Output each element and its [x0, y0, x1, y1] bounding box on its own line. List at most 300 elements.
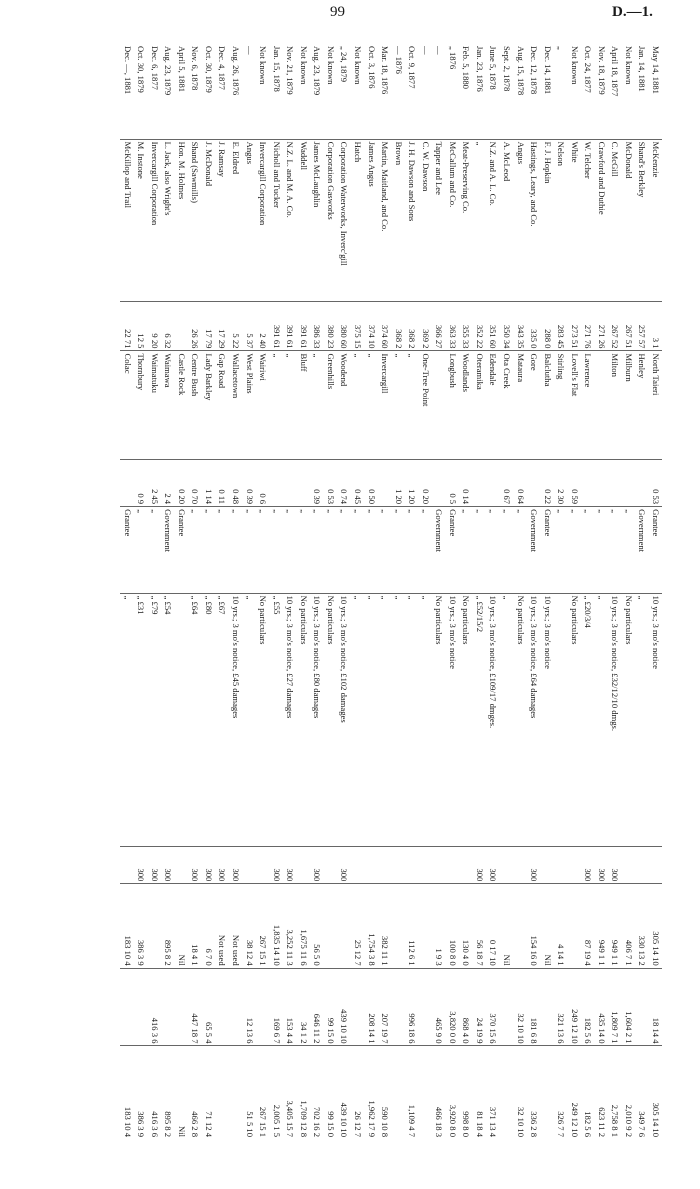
table-row [323, 44, 337, 1139]
station-cell: Milburn [621, 351, 635, 459]
amount-a-cell: 38 12 4 [242, 884, 256, 968]
mileage-cell: 271 76 [581, 301, 595, 351]
station-cell: North Taieri [648, 351, 662, 459]
rental-cell: 300 [472, 846, 486, 884]
table-row [147, 44, 161, 1139]
siding-owner-cell: C. W. Dawson [418, 139, 432, 301]
amount-b-cell: 99 15 0 [323, 968, 337, 1046]
length-cell: 0 45 [350, 459, 364, 507]
mileage-cell: 17 29 [215, 301, 229, 351]
amount-a-cell: 1,835 14 10 [269, 884, 283, 968]
amount-b-cell: 12 13 6 [242, 968, 256, 1046]
date-cell: „ [556, 46, 567, 50]
station-cell: Ota Creek [499, 351, 513, 459]
mileage-cell: 368 2 [391, 301, 405, 351]
agreement-terms-cell: „ [378, 593, 392, 846]
siding-type-cell: Grantee [445, 507, 459, 593]
table-row [201, 44, 215, 1139]
date-cell: Oct. 3, 1876 [366, 46, 377, 89]
amount-total-cell: 99 15 0 [323, 1046, 337, 1139]
amount-a-cell: 406 7 1 [621, 884, 635, 968]
length-cell: 2 45 [147, 459, 161, 507]
length-cell: 0 9 [134, 459, 148, 507]
mileage-cell: 267 52 [608, 301, 622, 351]
date-cell: Not known [623, 46, 634, 85]
amount-a-cell: 6 7 0 [201, 884, 215, 968]
length-cell [594, 459, 608, 507]
date-cell: „ 24, 1879 [339, 46, 350, 83]
siding-owner-cell: Tapper and Lee [432, 139, 446, 301]
amount-total-cell: 182 5 6 [581, 1046, 595, 1139]
siding-owner-cell: White [567, 139, 581, 301]
amount-b-cell: 65 5 4 [201, 968, 215, 1046]
siding-owner-cell: Corporation Gasworks [323, 139, 337, 301]
siding-owner-cell: J. Ramsay [215, 139, 229, 301]
amount-a-cell: 3,252 11 3 [283, 884, 297, 968]
table-row [364, 44, 378, 1139]
siding-type-cell: „ [147, 507, 161, 593]
amount-total-cell: 51 5 10 [242, 1046, 256, 1139]
siding-type-cell: Grantee [540, 507, 554, 593]
agreement-terms-cell: No particulars [432, 593, 446, 846]
siding-owner-cell: J. H. Dawson and Sons [405, 139, 419, 301]
table-row [405, 44, 419, 1139]
date-cell: Oct. 9, 1877 [407, 46, 418, 89]
agreement-terms-cell: „ [350, 593, 364, 846]
mileage-cell: 350 34 [499, 301, 513, 351]
table-row [296, 44, 310, 1139]
rental-cell: 300 [134, 846, 148, 884]
amount-b-cell: 416 3 6 [147, 968, 161, 1046]
rental-cell: 300 [337, 846, 351, 884]
table-row [215, 44, 229, 1139]
siding-type-cell: „ [378, 507, 392, 593]
amount-a-cell [418, 884, 432, 968]
date-cell: Dec. 4, 1877 [217, 46, 228, 90]
rental-cell: 300 [188, 846, 202, 884]
amount-a-cell: 183 10 4 [120, 884, 134, 968]
agreement-terms-cell: 10 yrs.; 3 mo's notice, £102 damages [337, 593, 351, 846]
agreement-terms-cell [174, 593, 188, 846]
length-cell [472, 459, 486, 507]
amount-b-cell: 208 14 1 [364, 968, 378, 1046]
amount-b-cell: 465 9 0 [432, 968, 446, 1046]
length-cell [269, 459, 283, 507]
station-cell: Greenhills [323, 351, 337, 459]
length-cell [486, 459, 500, 507]
amount-b-cell [134, 968, 148, 1046]
amount-a-cell: 56 18 7 [472, 884, 486, 968]
amount-a-cell: 1,754 3 8 [364, 884, 378, 968]
amount-b-cell: 249 12 10 [567, 968, 581, 1046]
amount-a-cell [513, 884, 527, 968]
station-cell: Wallacetown [229, 351, 243, 459]
amount-a-cell: Not used [229, 884, 243, 968]
station-cell: Edendale [486, 351, 500, 459]
station-cell: Woodend [337, 351, 351, 459]
amount-total-cell: 895 8 2 [161, 1046, 175, 1139]
table-row [486, 44, 500, 1139]
date-cell: Sept. 2, 1878 [501, 46, 512, 92]
siding-owner-cell: F. J. Hopkin [540, 139, 554, 301]
date-cell: Not known [352, 46, 363, 85]
length-cell: 0 50 [364, 459, 378, 507]
rental-cell: 300 [310, 846, 324, 884]
amount-a-cell: 382 11 1 [378, 884, 392, 968]
amount-total-cell: 26 12 7 [350, 1046, 364, 1139]
table-row [174, 44, 188, 1139]
siding-owner-cell: James Angus [364, 139, 378, 301]
amount-total-cell [229, 1046, 243, 1139]
station-cell: „ [269, 351, 283, 459]
siding-type-cell: „ [188, 507, 202, 593]
rental-cell [635, 846, 649, 884]
station-cell: Longbush [445, 351, 459, 459]
table-row [513, 44, 527, 1139]
length-cell [432, 459, 446, 507]
amount-total-cell: 371 13 4 [486, 1046, 500, 1139]
amount-total-cell: 590 10 8 [378, 1046, 392, 1139]
amount-a-cell: 18 4 1 [188, 884, 202, 968]
agreement-terms-cell: „ [364, 593, 378, 846]
station-cell [432, 351, 446, 459]
agreement-terms-cell: „ £64 [188, 593, 202, 846]
siding-owner-cell: Shand's Berkley [635, 139, 649, 301]
agreement-terms-cell: 10 yrs.; 3 mo's notice, £64 damages [527, 593, 541, 846]
rental-cell: 300 [269, 846, 283, 884]
date-cell: — 1876 [393, 46, 404, 74]
siding-owner-cell: Hastings, Leary, and Co. [527, 139, 541, 301]
siding-type-cell: „ [391, 507, 405, 593]
date-cell: Dec. 6, 1877 [149, 46, 160, 90]
table-row [378, 44, 392, 1139]
siding-type-cell: „ [472, 507, 486, 593]
date-cell: Not known [569, 46, 580, 85]
table-row [648, 44, 662, 1139]
date-cell: Oct. 30, 1879 [203, 46, 214, 93]
rental-cell [513, 846, 527, 884]
date-cell: Oct. 24, 1877 [583, 46, 594, 93]
mileage-cell: 386 33 [310, 301, 324, 351]
rental-cell [174, 846, 188, 884]
siding-type-cell: „ [567, 507, 581, 593]
agreement-terms-cell: „ [499, 593, 513, 846]
amount-b-cell: 34 1 2 [296, 968, 310, 1046]
mileage-cell: 335 0 [527, 301, 541, 351]
table-row [432, 44, 446, 1139]
amount-a-cell: 0 17 10 [486, 884, 500, 968]
length-cell: 0 11 [215, 459, 229, 507]
amount-b-cell: 169 6 7 [269, 968, 283, 1046]
date-cell: April 18, 1877 [610, 46, 621, 97]
table-row [242, 44, 256, 1139]
amount-total-cell: 1,709 12 8 [296, 1046, 310, 1139]
mileage-cell: 273 51 [567, 301, 581, 351]
amount-total-cell: 1,962 17 9 [364, 1046, 378, 1139]
date-cell: Mar. 18, 1876 [380, 46, 391, 95]
amount-b-cell: 32 10 10 [513, 968, 527, 1046]
date-cell: Aug. 23, 1879 [312, 46, 323, 96]
table-row [337, 44, 351, 1139]
rental-cell: 300 [486, 846, 500, 884]
length-cell: 0 39 [310, 459, 324, 507]
agreement-terms-cell [554, 593, 568, 846]
amount-total-cell: 305 14 10 [648, 1046, 662, 1139]
amount-b-cell: 207 19 7 [378, 968, 392, 1046]
mileage-cell: 288 0 [540, 301, 554, 351]
amount-a-cell: Nil [499, 884, 513, 968]
date-cell: June 5, 1878 [488, 46, 499, 90]
date-cell: Not known [325, 46, 336, 85]
mileage-cell: 351 60 [486, 301, 500, 351]
length-cell: 0 20 [418, 459, 432, 507]
siding-owner-cell: J. McDonald [201, 139, 215, 301]
siding-owner-cell: M. Instone [134, 139, 148, 301]
siding-owner-cell: N.Z. and A. L. Co. [486, 139, 500, 301]
length-cell [635, 459, 649, 507]
length-cell [283, 459, 297, 507]
siding-owner-cell: Corporation Waterworks, Inverc'gill [337, 139, 351, 301]
station-cell: Milton [608, 351, 622, 459]
amount-b-cell: 182 5 6 [581, 968, 595, 1046]
station-cell: „ [350, 351, 364, 459]
station-cell: „ [283, 351, 297, 459]
siding-owner-cell: Meat-Preserving Co. [459, 139, 473, 301]
amount-b-cell: 18 14 4 [648, 968, 662, 1046]
mileage-cell: 363 33 [445, 301, 459, 351]
siding-owner-cell: C. McGill [608, 139, 622, 301]
date-cell: Feb. 5, 1880 [461, 46, 472, 89]
date-cell: May 14, 1881 [651, 46, 661, 94]
siding-type-cell: „ [242, 507, 256, 593]
table-row [554, 44, 568, 1139]
mileage-cell [174, 301, 188, 351]
station-cell: Wairiwi [256, 351, 270, 459]
table-row [161, 44, 175, 1139]
amount-total-cell [391, 1046, 405, 1139]
agreement-terms-cell: No particulars [567, 593, 581, 846]
rental-cell [391, 846, 405, 884]
sidings-table [77, 44, 662, 1139]
amount-b-cell: 1,809 7 1 [608, 968, 622, 1046]
amount-total-cell: 267 15 1 [256, 1046, 270, 1139]
amount-a-cell: 4 14 1 [554, 884, 568, 968]
station-cell: Bluff [296, 351, 310, 459]
siding-owner-cell: E. Eldred [229, 139, 243, 301]
station-cell: Waimawa [161, 351, 175, 459]
amount-a-cell: Nil [540, 884, 554, 968]
length-cell: 2 30 [554, 459, 568, 507]
rental-cell: 300 [229, 846, 243, 884]
agreement-terms-cell: 10 yrs.; 3 mo's notice, £80 damages [310, 593, 324, 846]
siding-type-cell: „ [215, 507, 229, 593]
rental-cell: 300 [608, 846, 622, 884]
station-cell: Castle Rock [174, 351, 188, 459]
amount-b-cell [418, 968, 432, 1046]
siding-type-cell: „ [459, 507, 473, 593]
siding-type-cell: „ [350, 507, 364, 593]
length-cell: 0 20 [174, 459, 188, 507]
mileage-cell: 368 2 [405, 301, 419, 351]
siding-type-cell: „ [296, 507, 310, 593]
table-row [527, 44, 541, 1139]
siding-type-cell: „ [201, 507, 215, 593]
agreement-terms-cell: „ [594, 593, 608, 846]
station-cell: Mataura [513, 351, 527, 459]
amount-b-cell [391, 968, 405, 1046]
siding-owner-cell: L. Jack, also Wright's [161, 139, 175, 301]
siding-owner-cell: Hon. M. Holmes [174, 139, 188, 301]
station-cell: Stirling [554, 351, 568, 459]
rental-cell: 300 [581, 846, 595, 884]
amount-b-cell: 181 6 8 [527, 968, 541, 1046]
table-row [499, 44, 513, 1139]
siding-type-cell: „ [581, 507, 595, 593]
rental-cell: 300 [147, 846, 161, 884]
rental-cell [120, 846, 134, 884]
mileage-cell: 5 37 [242, 301, 256, 351]
rental-cell [405, 846, 419, 884]
amount-total-cell: 466 18 3 [432, 1046, 446, 1139]
amount-a-cell: 130 4 0 [459, 884, 473, 968]
agreement-terms-cell: „ £52/15/2 [472, 593, 486, 846]
agreement-terms-cell: No particulars [323, 593, 337, 846]
agreement-terms-cell: „ £54 [161, 593, 175, 846]
rental-cell [432, 846, 446, 884]
length-cell [581, 459, 595, 507]
rental-cell: 300 [283, 846, 297, 884]
amount-total-cell: 416 3 6 [147, 1046, 161, 1139]
length-cell: 0 67 [499, 459, 513, 507]
table-row [635, 44, 649, 1139]
length-cell: 1 14 [201, 459, 215, 507]
siding-type-cell: „ [513, 507, 527, 593]
table-row [310, 44, 324, 1139]
siding-type-cell: „ [499, 507, 513, 593]
agreement-terms-cell: „ £20/3/4 [581, 593, 595, 846]
siding-type-cell: Government [161, 507, 175, 593]
length-cell: 0 22 [540, 459, 554, 507]
mileage-cell: 17 79 [201, 301, 215, 351]
mileage-cell: 3 1 [648, 301, 662, 351]
mileage-cell: 283 45 [554, 301, 568, 351]
length-cell [621, 459, 635, 507]
station-cell: Invercargill [378, 351, 392, 459]
mileage-cell: 374 10 [364, 301, 378, 351]
table-row [256, 44, 270, 1139]
siding-owner-cell: Invercargill Corporation [147, 139, 161, 301]
amount-total-cell: 466 2 8 [188, 1046, 202, 1139]
siding-owner-cell: „ [472, 139, 486, 301]
agreement-terms-cell: 10 yrs.; 3 mo's notice, £109/17 dmges. [486, 593, 500, 846]
amount-total-cell: 1,109 4 7 [405, 1046, 419, 1139]
amount-b-cell: 439 10 10 [337, 968, 351, 1046]
date-cell: Aug. 23, 1879 [163, 46, 174, 96]
rental-cell [567, 846, 581, 884]
amount-b-cell: 3,820 0 0 [445, 968, 459, 1046]
date-cell: Jan. 14, 1881 [637, 46, 648, 92]
date-cell: „ 1876 [447, 46, 458, 70]
mileage-cell: 257 57 [635, 301, 649, 351]
mileage-cell: 374 60 [378, 301, 392, 351]
length-cell [527, 459, 541, 507]
agreement-terms-cell: „ [242, 593, 256, 846]
amount-b-cell [215, 968, 229, 1046]
rental-cell [540, 846, 554, 884]
siding-type-cell: „ [621, 507, 635, 593]
siding-type-cell: Government [635, 507, 649, 593]
amount-a-cell: 949 1 1 [608, 884, 622, 968]
agreement-terms-cell: 10 yrs.; 3 mo's notice, £27 damages [283, 593, 297, 846]
amount-total-cell: 3,920 8 0 [445, 1046, 459, 1139]
table-row [459, 44, 473, 1139]
agreement-terms-cell: 10 yrs.; 3 mo's notice [540, 593, 554, 846]
siding-type-cell: Grantee [174, 507, 188, 593]
agreement-terms-cell: „ [635, 593, 649, 846]
amount-total-cell: 2,758 8 1 [608, 1046, 622, 1139]
length-cell: 0 59 [567, 459, 581, 507]
amount-a-cell [337, 884, 351, 968]
mileage-cell: 12 5 [134, 301, 148, 351]
length-cell: 0 6 [256, 459, 270, 507]
amount-total-cell: 702 16 2 [310, 1046, 324, 1139]
amount-a-cell: 100 8 0 [445, 884, 459, 968]
date-cell: Jan. 15, 1878 [271, 46, 282, 92]
amount-total-cell: 32 10 10 [513, 1046, 527, 1139]
station-cell: Woodlands [459, 351, 473, 459]
amount-a-cell: 895 8 2 [161, 884, 175, 968]
amount-b-cell [256, 968, 270, 1046]
length-cell: 0 74 [337, 459, 351, 507]
siding-owner-cell: N.Z. L. and M. A. Co. [283, 139, 297, 301]
mileage-cell: 375 15 [350, 301, 364, 351]
siding-type-cell: „ [486, 507, 500, 593]
amount-total-cell: 439 10 10 [337, 1046, 351, 1139]
amount-a-cell: 949 1 1 [594, 884, 608, 968]
amount-a-cell: 87 19 4 [581, 884, 595, 968]
date-cell: Not known [298, 46, 309, 85]
amount-b-cell: 24 19 9 [472, 968, 486, 1046]
table-row [594, 44, 608, 1139]
date-cell: Aug. 26, 1876 [231, 46, 242, 96]
siding-owner-cell: W. Telcher [581, 139, 595, 301]
station-cell: „ [405, 351, 419, 459]
rental-cell: 300 [215, 846, 229, 884]
amount-total-cell: 326 7 7 [554, 1046, 568, 1139]
table-row [621, 44, 635, 1139]
amount-a-cell: 267 15 1 [256, 884, 270, 968]
amount-a-cell: 56 5 0 [310, 884, 324, 968]
amount-total-cell [215, 1046, 229, 1139]
siding-owner-cell: Brown [391, 139, 405, 301]
mileage-cell: 5 22 [229, 301, 243, 351]
agreement-terms-cell: 10 yrs.; 3 mo's notice [445, 593, 459, 846]
station-cell: „ [391, 351, 405, 459]
rental-cell [378, 846, 392, 884]
mileage-cell: 369 2 [418, 301, 432, 351]
agreement-terms-cell: „ [120, 593, 134, 846]
length-cell: 0 39 [242, 459, 256, 507]
amount-a-cell: Not used [215, 884, 229, 968]
station-cell: West Plains [242, 351, 256, 459]
amount-a-cell: 154 16 0 [527, 884, 541, 968]
length-cell: 0 48 [229, 459, 243, 507]
amount-b-cell: 321 13 6 [554, 968, 568, 1046]
station-cell: Henley [635, 351, 649, 459]
agreement-terms-cell: No particulars [459, 593, 473, 846]
rental-cell [296, 846, 310, 884]
length-cell: 0 5 [445, 459, 459, 507]
